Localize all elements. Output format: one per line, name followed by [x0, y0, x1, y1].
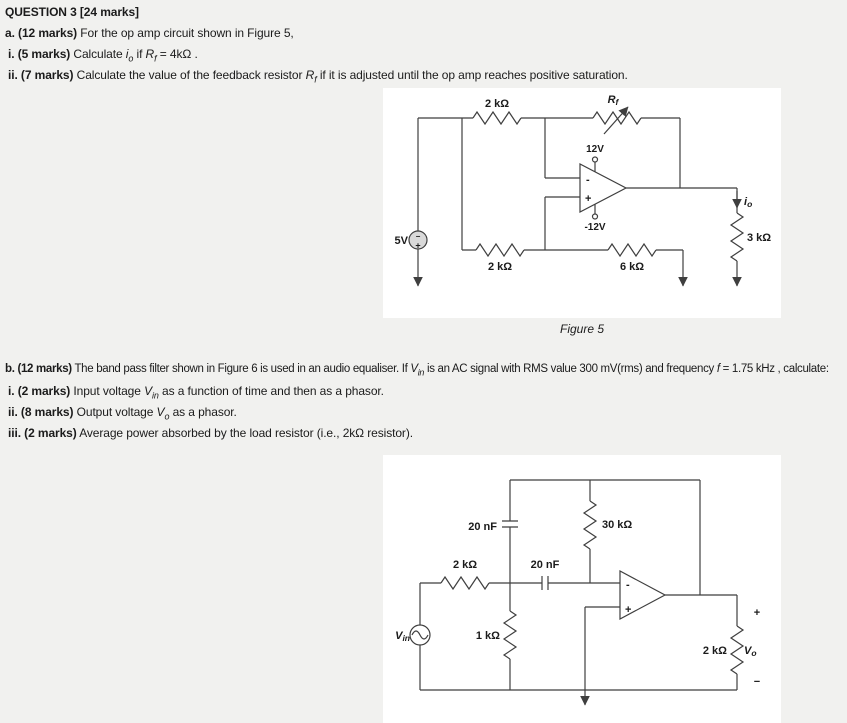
- fig6-resistor-2k-input: [441, 577, 489, 589]
- vo-plus-sign: +: [753, 607, 761, 619]
- variable: f: [716, 363, 720, 375]
- subscript: o: [164, 411, 170, 422]
- question-a-ii: [8, 68, 628, 84]
- subscript: in: [151, 390, 159, 401]
- source-minus-sign: −: [415, 232, 421, 241]
- opamp-plus-sign: +: [585, 193, 592, 205]
- marks-label: ii. (7 marks): [8, 68, 74, 82]
- label-vo: Vo: [744, 645, 757, 658]
- label-vee: -12V: [584, 222, 606, 233]
- fig5-vcc-terminal: [593, 157, 598, 162]
- text-segment: For the op amp circuit shown in Figure 5,: [77, 26, 294, 40]
- question-b: [5, 363, 829, 377]
- label-resistor-rf: Rf: [607, 94, 619, 107]
- label-io: io: [744, 196, 753, 209]
- text-segment: if: [133, 47, 146, 61]
- fig6-capacitor-20nF-feedback: [502, 521, 518, 527]
- fig5-vee-terminal: [593, 214, 598, 219]
- question-a-i: [8, 47, 198, 63]
- marks-label: a. (12 marks): [5, 26, 78, 40]
- opamp-minus-sign: -: [586, 174, 590, 186]
- fig6-wires: [420, 480, 737, 690]
- variable: V: [144, 384, 152, 398]
- text-segment: is an AC signal with RMS value 300 mV(rms) and frequency: [424, 363, 717, 375]
- fig5-wires: [415, 118, 737, 250]
- subscript: f: [314, 74, 317, 85]
- marks-label: ii. (8 marks): [8, 405, 74, 419]
- text-segment: as a phasor.: [169, 405, 237, 419]
- figure5-panel: [383, 88, 781, 318]
- text-segment: Calculate: [70, 47, 126, 61]
- fig6-resistor-30k: [584, 501, 596, 549]
- fig6-resistor-2k-load: [731, 626, 743, 674]
- label-resistor-2k-top: 2 kΩ: [484, 98, 510, 110]
- fig5-resistor-3k: [731, 213, 743, 261]
- label-resistor-2k-load: 2 kΩ: [702, 645, 727, 657]
- variable: V: [410, 363, 418, 375]
- text-segment: if it is adjusted until the op amp reaches positive saturation.: [316, 68, 628, 82]
- fig5-resistor-6k: [608, 244, 656, 256]
- label-resistor-2k-bottom: 2 kΩ: [487, 261, 513, 273]
- label-vin: Vin: [395, 630, 410, 643]
- variable: R: [145, 47, 155, 61]
- figure6-panel: [383, 455, 781, 723]
- text-segment: Calculate the value of the feedback resistor: [73, 68, 306, 82]
- text-segment: Average power absorbed by the load resistor (i.e., 2kΩ resistor).: [76, 426, 413, 440]
- question-a: [5, 26, 294, 40]
- label-vcc: 12V: [586, 144, 604, 155]
- figure5-caption: Figure 5: [559, 322, 605, 336]
- label-source-5v: 5V: [394, 235, 408, 247]
- figure6-circuit: [383, 455, 781, 723]
- text-segment: Input voltage: [70, 384, 145, 398]
- fig5-resistor-2k-bottom: [476, 244, 524, 256]
- variable: V: [156, 405, 165, 419]
- label-capacitor-input: 20 nF: [530, 559, 560, 571]
- fig5-resistor-2k-top: [473, 112, 521, 124]
- label-resistor-1k: 1 kΩ: [475, 630, 500, 642]
- opamp-plus-sign: +: [625, 604, 632, 616]
- text-segment: The band pass filter shown in Figure 6 is used in an audio equaliser. If: [71, 363, 411, 375]
- fig6-capacitor-20nF-input: [542, 576, 548, 590]
- fig6-resistor-1k: [504, 611, 516, 659]
- marks-label: i. (5 marks): [8, 47, 71, 61]
- figure5-circuit: [383, 88, 781, 318]
- question-title: [5, 5, 139, 19]
- label-resistor-6k: 6 kΩ: [619, 261, 645, 273]
- subscript: o: [128, 53, 134, 64]
- marks-label: iii. (2 marks): [8, 426, 77, 440]
- label-capacitor-feedback: 20 nF: [468, 521, 497, 533]
- fig6-labels: [395, 519, 760, 688]
- subscript: f: [154, 53, 157, 64]
- label-resistor-2k-input: 2 kΩ: [452, 559, 478, 571]
- variable: R: [305, 68, 315, 82]
- question-b-ii: [8, 405, 237, 421]
- question-b-i: [8, 384, 384, 400]
- text-segment: Output voltage: [73, 405, 157, 419]
- marks-label: b. (12 marks): [5, 363, 72, 375]
- source-plus-sign: +: [415, 240, 421, 251]
- marks-label: i. (2 marks): [8, 384, 71, 398]
- text-segment: as a function of time and then as a phasor.: [158, 384, 384, 398]
- fig5-resistor-rf: [593, 112, 641, 124]
- subscript: in: [417, 367, 425, 378]
- opamp-minus-sign: -: [626, 579, 630, 591]
- text-segment: = 1.75 kHz , calculate:: [719, 363, 829, 375]
- label-resistor-3k: 3 kΩ: [747, 232, 772, 244]
- vo-minus-sign: −: [753, 676, 761, 688]
- variable: i: [125, 47, 129, 61]
- question-title-text: QUESTION 3 [24 marks]: [5, 5, 139, 19]
- question-b-iii: [8, 426, 413, 440]
- label-resistor-30k: 30 kΩ: [602, 519, 633, 531]
- text-segment: = 4kΩ .: [156, 47, 198, 61]
